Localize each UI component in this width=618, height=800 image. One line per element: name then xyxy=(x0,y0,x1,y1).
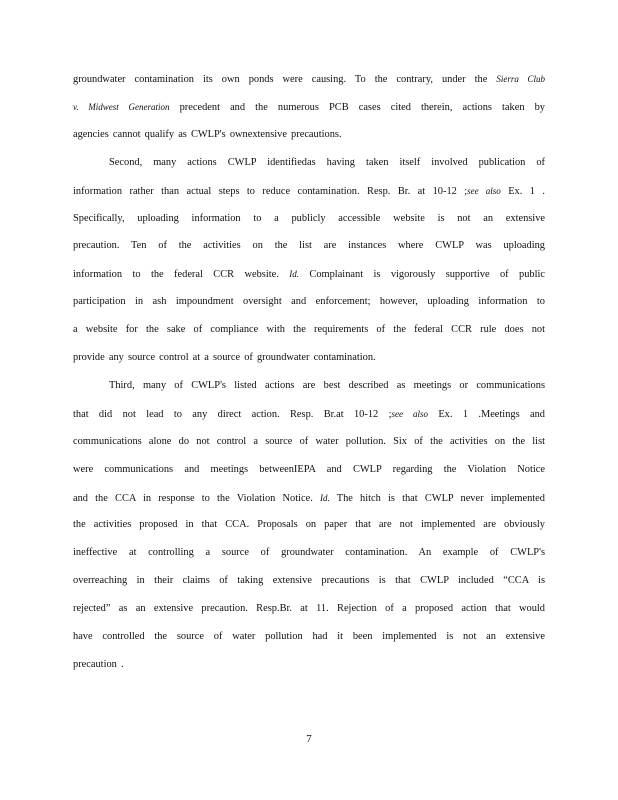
text-run: overreaching in their claims of taking extensive precautions is that CWLP included “CCA is xyxy=(73,575,545,587)
text-run: groundwater contamination its own ponds were causing. To the contrary, under the xyxy=(73,74,497,85)
text-run: precaution . xyxy=(73,658,124,670)
text-line xyxy=(73,128,545,142)
text-line xyxy=(73,184,545,199)
text-run: Ex. 1 . xyxy=(500,185,545,197)
text-run: precaution. Ten of the activities on the list are instances where CWLP was uploading xyxy=(73,240,545,252)
text-run: Complainant is vigorously supportive of public xyxy=(299,269,545,281)
text-line xyxy=(73,407,545,422)
text-line xyxy=(73,574,545,588)
text-line xyxy=(73,463,545,477)
italic-citation: see also xyxy=(467,185,501,196)
text-line xyxy=(73,491,545,506)
page-number: 7 xyxy=(306,733,312,745)
text-line xyxy=(73,212,545,226)
text-line xyxy=(73,100,545,115)
text-run: were communications and meetings betweenIEPA and CWLP regarding the Violation Notice xyxy=(73,463,545,475)
text-run: communications alone do not control a source of water pollution. Six of the activities on the list xyxy=(73,435,545,447)
text-line xyxy=(73,518,545,532)
text-run: provide any source control at a source of groundwater contamination. xyxy=(73,352,376,363)
italic-citation: Sierra Club xyxy=(496,74,545,84)
text-run: Second, many actions CWLP identifiedas having taken itself involved publication of xyxy=(109,156,545,168)
italic-citation: v. Midwest Generation xyxy=(73,101,170,112)
text-line xyxy=(73,295,545,309)
text-run: the activities proposed in that CCA. Proposals on paper that are not implemented are obviously xyxy=(73,519,545,531)
text-run: participation in ash impoundment oversight and enforcement; however, uploading information to xyxy=(73,296,545,308)
text-run: The hitch is that CWLP never implemented xyxy=(329,492,545,504)
text-line xyxy=(73,658,545,672)
text-line xyxy=(73,239,545,253)
italic-citation: see also xyxy=(391,408,428,419)
text-line xyxy=(73,72,545,87)
text-line xyxy=(73,602,545,616)
text-line xyxy=(109,156,545,170)
text-line xyxy=(73,351,545,365)
text-run: rejected” as an extensive precaution. Resp.Br. at 11. Rejection of a proposed action that would xyxy=(73,603,545,615)
text-run: that did not lead to any direct action. Resp. Br.at 10-12 ; xyxy=(73,408,392,420)
text-run: information rather than actual steps to reduce contamination. Resp. Br. at 10-12 ; xyxy=(73,185,468,197)
text-run: Third, many of CWLP's listed actions are best described as meetings or communications xyxy=(109,379,545,391)
text-line xyxy=(73,267,545,282)
italic-citation: Id. xyxy=(289,269,299,280)
text-line xyxy=(73,546,545,560)
text-run: information to the federal CCR website. xyxy=(73,269,290,281)
text-run: ineffective at controlling a source of groundwater contamination. An example of CWLP's xyxy=(73,547,545,559)
text-run: Ex. 1 .Meetings and xyxy=(427,408,545,420)
italic-citation: Id. xyxy=(319,492,330,503)
text-line xyxy=(73,435,545,449)
text-run: a website for the sake of compliance with the requirements of the federal CCR rule does not xyxy=(73,324,545,336)
text-line xyxy=(73,323,545,337)
text-run: Specifically, uploading information to a publicly accessible website is not an extensive xyxy=(73,212,545,224)
text-run: precedent and the numerous PCB cases cited therein, actions taken by xyxy=(169,101,545,113)
text-line xyxy=(73,630,545,644)
text-line xyxy=(109,379,545,393)
text-run: have controlled the source of water pollution had it been implemented is not an extensive xyxy=(73,631,545,642)
text-run: and the CCA in response to the Violation Notice. xyxy=(73,492,320,504)
text-run: agencies cannot qualify as CWLP's ownextensive precautions. xyxy=(73,128,342,140)
